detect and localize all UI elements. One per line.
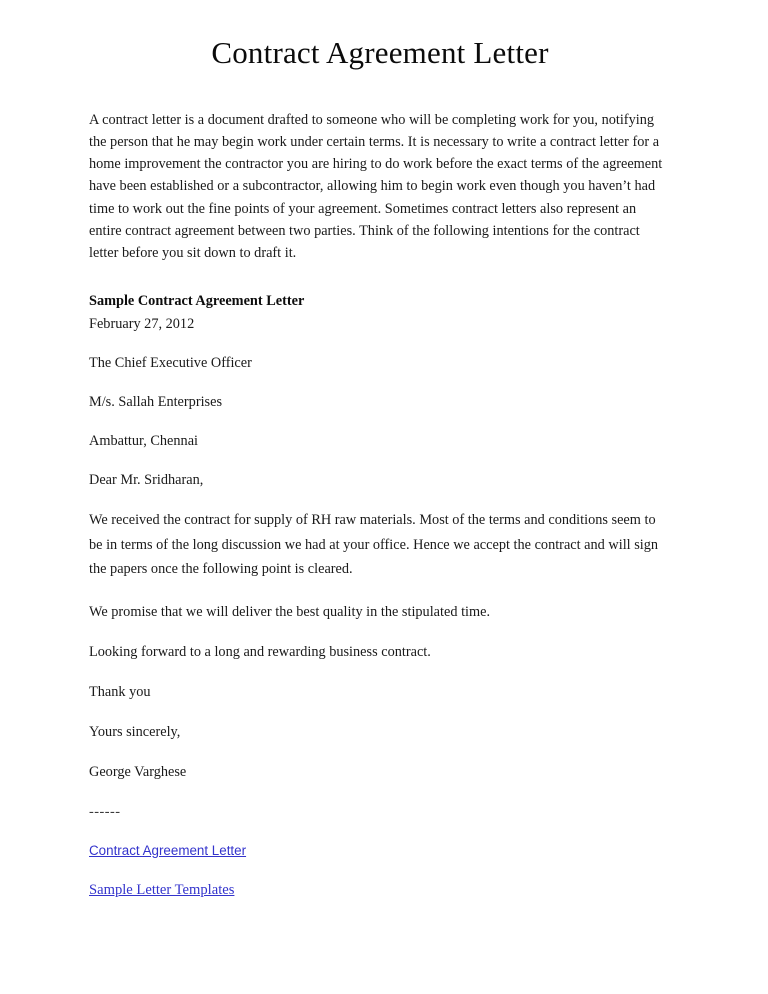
body-paragraph-2: We promise that we will deliver the best quality in the stipulated time.: [89, 603, 491, 620]
body-paragraph-3: Looking forward to a long and rewarding business contract.: [89, 643, 431, 660]
document-content: [89, 0, 671, 900]
link-row-sample-letter-templates: [89, 861, 671, 900]
body-paragraph-1: We received the contract for supply of RH raw materials. Most of the terms and conditions seem to be in terms of the long discussion we had at your office. Hence we accept the contract and will sign the papers once the following point is cleared.: [89, 512, 659, 578]
link-row-contract-agreement-letter: [89, 822, 671, 861]
recipient-location: Ambattur, Chennai: [89, 433, 199, 450]
recipient-company: M/s. Sallah Enterprises: [89, 394, 223, 411]
page-title: Contract Agreement Letter: [211, 35, 549, 70]
signature-name: George Varghese: [89, 763, 187, 780]
intro-paragraph: A contract letter is a document drafted to someone who will be completing work for you, notifying the person that he may begin work under certain terms. It is necessary to write a contract letter for a home improvement the contractor you are hiring to do work before the exact terms of the agreement have been established or a subcontractor, allowing him to begin work even though you haven’t had time to work out the fine points of your agreement. Sometimes contract letters also represent an entire contract agreement between two parties. Think of the following intentions for the contract letter before you sit down to draft it.: [89, 111, 663, 261]
sample-letter-heading: Sample Contract Agreement Letter: [89, 293, 305, 310]
thank-you-line: Thank you: [89, 683, 151, 700]
closing-line: Yours sincerely,: [89, 723, 181, 740]
link-sample-letter-templates[interactable]: Sample Letter Templates: [89, 881, 235, 898]
link-contract-agreement-letter[interactable]: Contract Agreement Letter: [89, 842, 247, 858]
salutation: Dear Mr. Sridharan,: [89, 472, 204, 489]
recipient-title: The Chief Executive Officer: [89, 355, 252, 372]
letter-date: February 27, 2012: [89, 316, 195, 333]
separator-dashes: ------: [89, 803, 121, 820]
